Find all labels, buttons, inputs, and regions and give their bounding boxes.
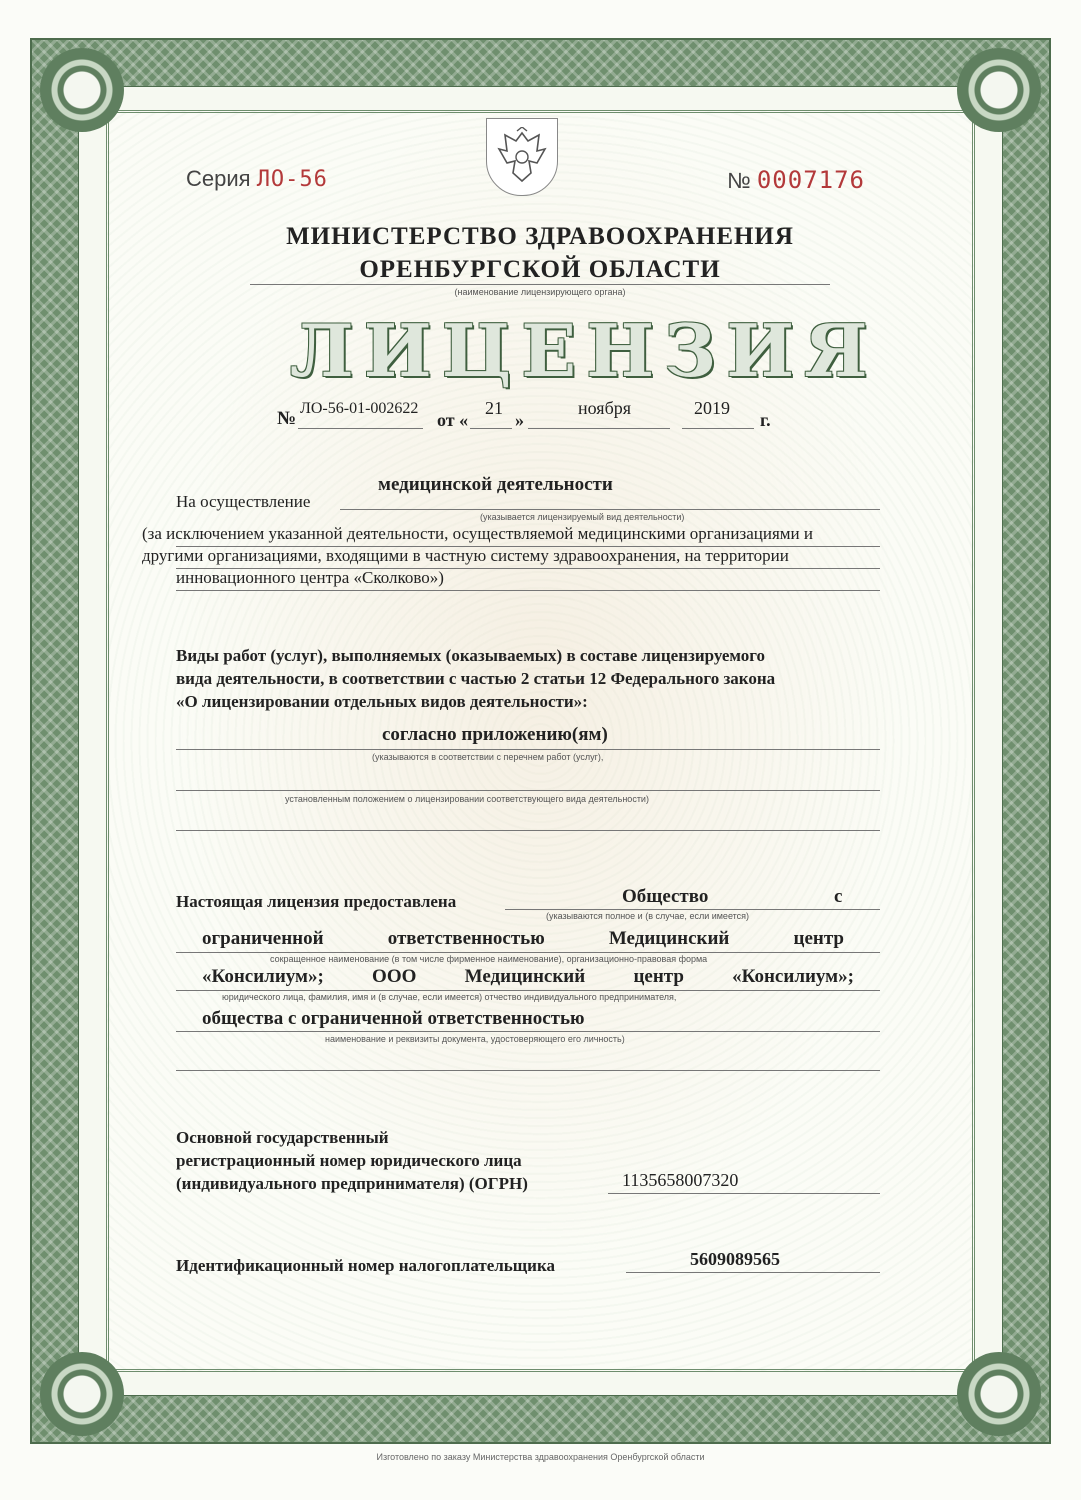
works-value: согласно приложению(ям) bbox=[382, 724, 608, 745]
activity-value: медицинской деятельности bbox=[378, 474, 613, 495]
works-text-line-1: Виды работ (услуг), выполняемых (оказываемых) в составе лицензируемого bbox=[176, 646, 766, 665]
underline bbox=[176, 590, 880, 591]
authority-caption: (наименование лицензирующего органа) bbox=[454, 287, 626, 297]
licensee-line-3-word: центр bbox=[633, 966, 684, 987]
license-day: 21 bbox=[485, 398, 503, 418]
corner-rosette-icon bbox=[40, 48, 124, 132]
licensee-line-2-word: ограниченной bbox=[202, 928, 324, 949]
underline bbox=[682, 428, 754, 429]
ogrn-value: 1135658007320 bbox=[622, 1170, 739, 1190]
works-text-line-2: вида деятельности, в соответствии с частью 2 статьи 12 Федерального закона bbox=[176, 669, 776, 688]
licensee-line-2-word: Медицинский bbox=[608, 928, 730, 949]
coat-of-arms-icon bbox=[486, 118, 558, 196]
license-from-label: от « bbox=[437, 410, 469, 430]
licensee-line-3-word: «Консилиум»; bbox=[732, 966, 854, 987]
underline bbox=[470, 428, 512, 429]
underline bbox=[176, 990, 880, 991]
activity-caption: (указывается лицензируемый вид деятельности) bbox=[480, 512, 685, 522]
licensing-authority bbox=[170, 220, 910, 286]
activity-note-line-3: инновационного центра «Сколково») bbox=[176, 568, 444, 587]
series-label: Серия bbox=[186, 166, 251, 191]
license-month: ноября bbox=[578, 398, 632, 418]
activity-label: На осуществление bbox=[176, 492, 311, 511]
license-no-label: № bbox=[277, 408, 297, 429]
licensee-line-2-word: ответственностью bbox=[387, 928, 545, 949]
licensee-caption-2: сокращенное наименование (в том числе фирменное наименование), организационно-правовая форма bbox=[270, 954, 708, 964]
licensee-line-2-word: центр bbox=[793, 928, 844, 949]
underline bbox=[298, 428, 423, 429]
activity-note-line-1: (за исключением указанной деятельности, осуществляемой медицинскими организациями и bbox=[142, 524, 813, 543]
blank-number-value: 0007176 bbox=[756, 166, 865, 194]
works-text-line-3: «О лицензировании отдельных видов деятельности»: bbox=[176, 692, 588, 711]
underline bbox=[626, 1272, 880, 1273]
document-title: ЛИЦЕНЗИЯ bbox=[290, 308, 878, 393]
series-value: ЛО-56 bbox=[256, 167, 328, 192]
license-year: 2019 bbox=[694, 398, 730, 418]
licensee-label: Настоящая лицензия предоставлена bbox=[176, 892, 457, 911]
license-quote-close: » bbox=[515, 410, 524, 430]
corner-rosette-icon bbox=[40, 1352, 124, 1436]
underline bbox=[176, 749, 880, 750]
licensee-line-3-word: Медицинский bbox=[464, 966, 586, 987]
ogrn-label-line-2: регистрационный номер юридического лица bbox=[176, 1151, 522, 1170]
underline bbox=[528, 428, 670, 429]
underline bbox=[176, 546, 880, 547]
authority-line-1: МИНИСТЕРСТВО ЗДРАВООХРАНЕНИЯ bbox=[286, 223, 794, 250]
licensee-caption-4: наименование и реквизиты документа, удостоверяющего его личность) bbox=[325, 1034, 625, 1044]
underline bbox=[250, 284, 830, 285]
licensee-caption-3: юридического лица, фамилия, имя и (в случае, если имеется) отчество индивидуального предпринимателя, bbox=[222, 992, 677, 1002]
underline bbox=[505, 909, 880, 910]
corner-rosette-icon bbox=[957, 48, 1041, 132]
ogrn-label-line-1: Основной государственный bbox=[176, 1128, 389, 1147]
underline bbox=[340, 509, 880, 510]
works-caption-2: установленным положением о лицензировании соответствующего вида деятельности) bbox=[285, 794, 649, 804]
underline bbox=[176, 790, 880, 791]
printer-footer: Изготовлено по заказу Министерства здравоохранения Оренбургской области bbox=[376, 1452, 705, 1462]
underline bbox=[176, 1070, 880, 1071]
inn-value: 5609089565 bbox=[690, 1249, 780, 1269]
licensee-line-3-word: ООО bbox=[372, 966, 417, 987]
licensee-caption-1: (указываются полное и (в случае, если имеется) bbox=[546, 911, 750, 921]
license-no-value: ЛО-56-01-002622 bbox=[300, 400, 419, 417]
licensee-line-3 bbox=[202, 966, 854, 988]
authority-line-2: ОРЕНБУРГСКОЙ ОБЛАСТИ bbox=[359, 256, 721, 283]
blank-number-field bbox=[727, 166, 865, 194]
underline bbox=[176, 1031, 880, 1032]
licensee-line-2 bbox=[202, 928, 844, 950]
corner-rosette-icon bbox=[957, 1352, 1041, 1436]
licensee-word-1: Общество bbox=[622, 886, 709, 907]
underline bbox=[176, 952, 880, 953]
inn-label: Идентификационный номер налогоплательщика bbox=[176, 1256, 555, 1275]
licensee-word-2: с bbox=[834, 886, 843, 907]
licensee-line-4: общества с ограниченной ответственностью bbox=[202, 1008, 585, 1029]
ogrn-label-line-3: (индивидуального предпринимателя) (ОГРН) bbox=[176, 1174, 528, 1193]
underline bbox=[176, 568, 880, 569]
number-label: № bbox=[727, 168, 751, 193]
series-field bbox=[186, 166, 328, 192]
licensee-line-3-word: «Консилиум»; bbox=[202, 966, 324, 987]
underline bbox=[608, 1193, 880, 1194]
works-caption-1: (указываются в соответствии с перечнем работ (услуг), bbox=[372, 752, 604, 762]
underline bbox=[176, 830, 880, 831]
activity-note-line-2: другими организациями, входящими в частную систему здравоохранения, на территории bbox=[142, 546, 789, 565]
license-year-suffix: г. bbox=[760, 410, 771, 430]
